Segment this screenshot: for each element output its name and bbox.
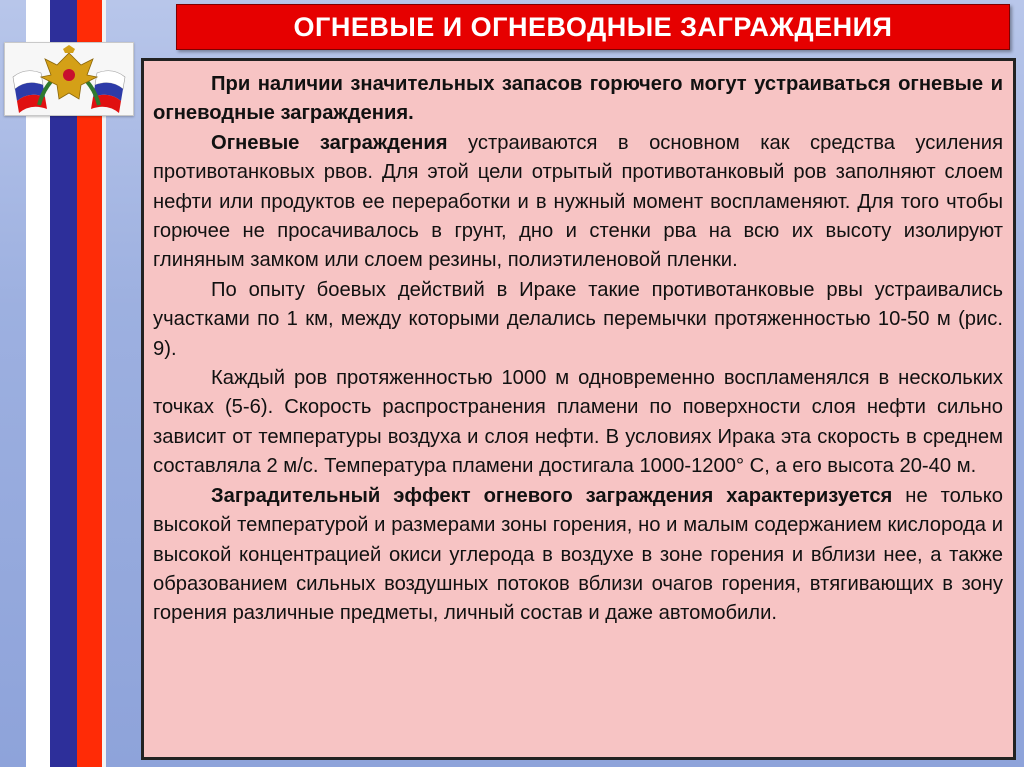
paragraph-2 — [153, 129, 1003, 276]
paragraph-5-text: не только высокой температурой и размерами зоны горения, но и малым содержанием кислорода и высокой концентрацией окиси углерода в воздухе в зоне горения и вблизи нее, а также образованием сильных воздушных потоков вблизи очагов горения, втягивающих в зону горения различные предметы, личный состав и даже автомобили. — [153, 484, 1003, 625]
title-bar — [176, 4, 1010, 50]
paragraph-3 — [153, 276, 1003, 364]
paragraph-2-bold: Огневые заграждения — [211, 131, 448, 154]
paragraph-5 — [153, 482, 1003, 629]
paragraph-1 — [153, 70, 1003, 129]
paragraph-5-bold: Заградительный эффект огневого заграждения характеризуется — [211, 484, 893, 507]
paragraph-2-text: устраиваются в основном как средства усиления противотанковых рвов. Для этой цели отрытый противотанковый ров заполняют слоем нефти или продуктов ее переработки и в нужный момент воспламеняют. Для того чтобы горючее не просачивалось в грунт, дно и стенки рва на всю их высоту изолируют глиняным замком или слоем резины, полиэтиленовой пленки. — [153, 131, 1004, 272]
content-box — [141, 58, 1016, 760]
paragraph-4-text: Каждый ров протяженностью 1000 м одновременно воспламенялся в нескольких точках (5-6). Скорость распространения пламени по поверхности слоя нефти сильно зависит от температуры воздуха и слоя нефти. В условиях Ирака эта скорость в среднем составляла 2 м/с. Температура пламени достигала 1000-1200° С, а его высота 20-40 м. — [153, 367, 1003, 478]
paragraph-1-bold: При наличии значительных запасов горючего могут устраиваться огневые и огневодные заграждения. — [153, 73, 1003, 125]
paragraph-4 — [153, 364, 1003, 482]
russian-armed-forces-emblem-icon — [4, 42, 134, 116]
paragraph-3-text: По опыту боевых действий в Ираке такие противотанковые рвы устраивались участками по 1 км, между которыми делались перемычки протяженностью 10-50 м (рис. 9). — [153, 278, 1003, 360]
page-title: ОГНЕВЫЕ И ОГНЕВОДНЫЕ ЗАГРАЖДЕНИЯ — [293, 11, 893, 42]
